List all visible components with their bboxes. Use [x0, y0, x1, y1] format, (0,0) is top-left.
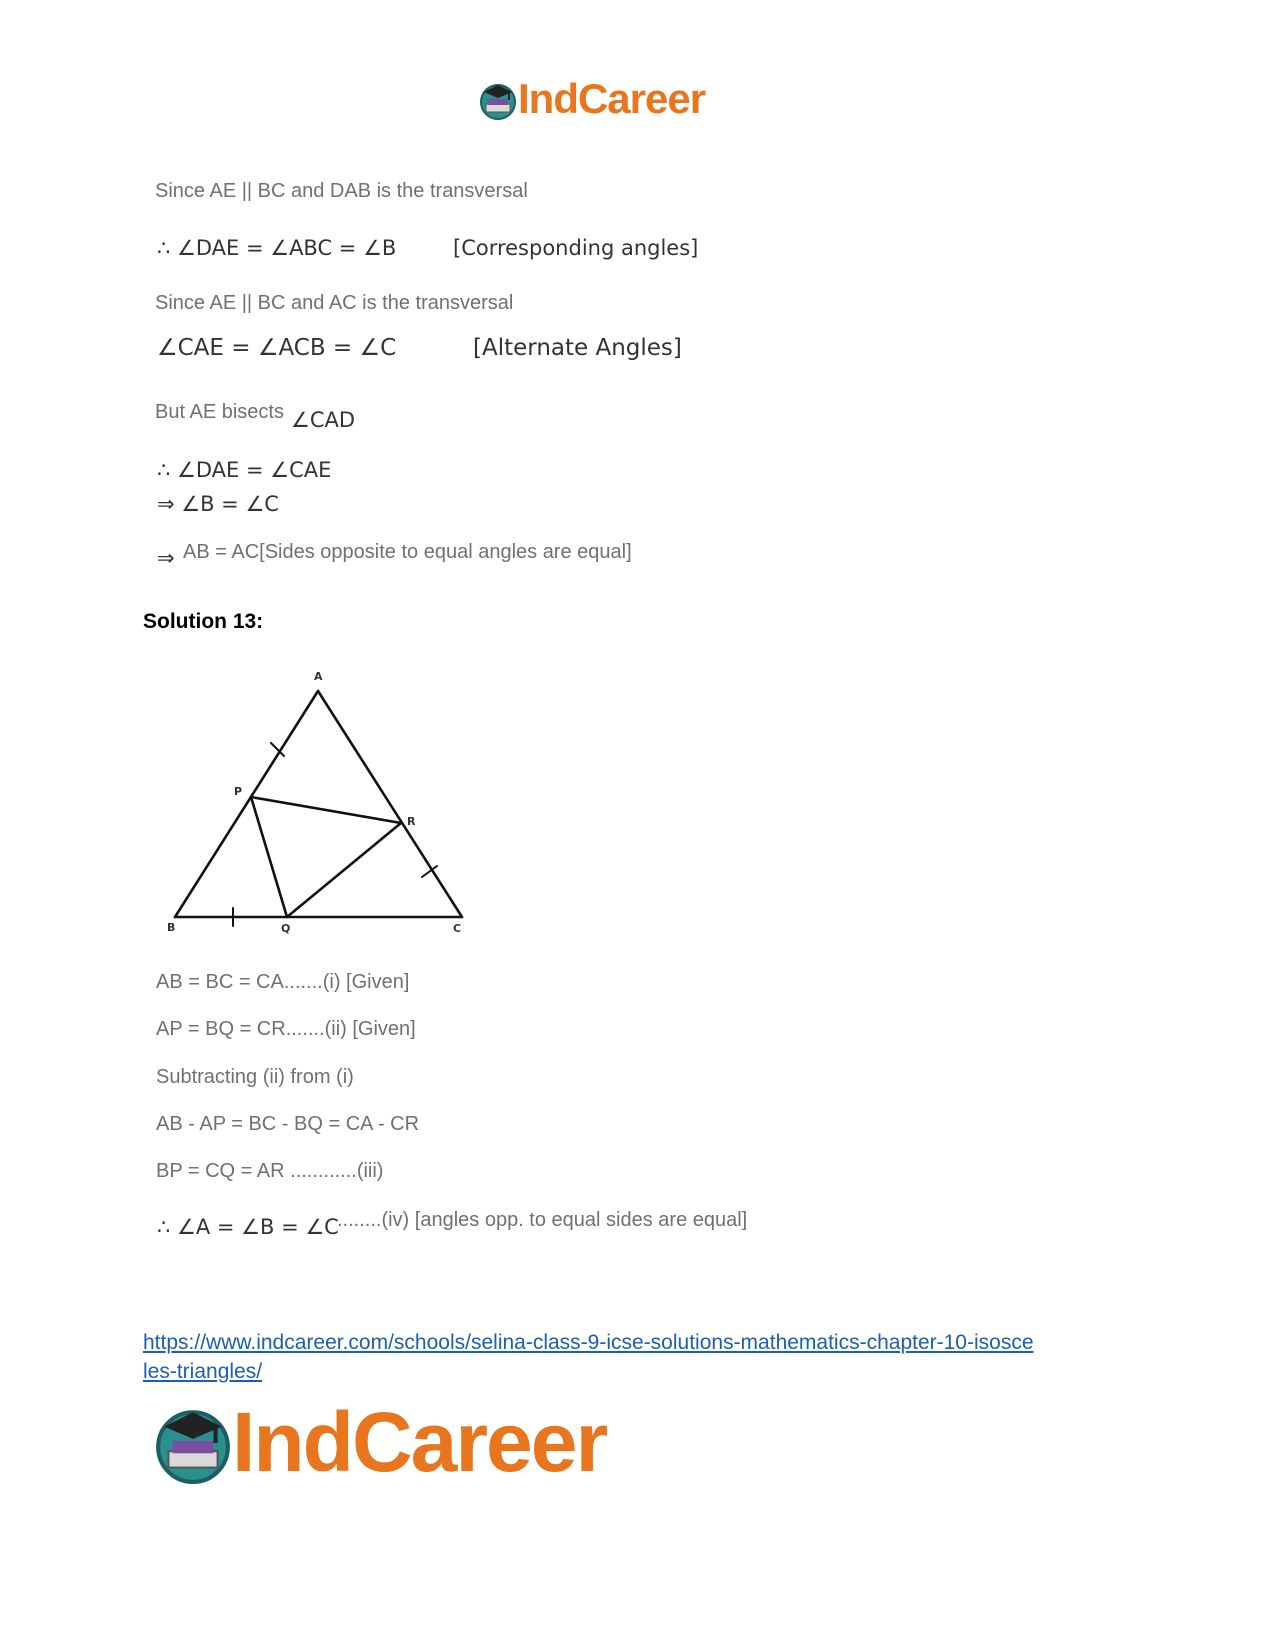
header-brand-text: IndCareer: [518, 75, 706, 122]
vertex-label-b: B: [167, 921, 176, 934]
footer-logo: [152, 1395, 672, 1489]
vertex-label-q: Q: [281, 922, 291, 935]
math-line: ⇒ ∠B = ∠C: [157, 492, 279, 516]
text-line: But AE bisects: [155, 401, 284, 423]
math-inline: ∠CAD: [291, 408, 356, 432]
text-line: AB = BC = CA.......(i) [Given]: [156, 971, 410, 993]
math-line: ∴ ∠A = ∠B = ∠C: [157, 1215, 339, 1239]
math-line: ∴ ∠DAE = ∠ABC = ∠B: [157, 236, 397, 260]
math-line: ∴ ∠DAE = ∠CAE: [157, 458, 332, 482]
segment-pr: [251, 797, 401, 823]
side-ac: [318, 691, 462, 917]
vertex-label-p: P: [234, 785, 243, 798]
triangle-figure: [155, 662, 475, 947]
reason-text: [Alternate Angles]: [473, 335, 682, 361]
segment-pq: [251, 797, 287, 917]
math-line: ∠CAE = ∠ACB = ∠C: [157, 335, 397, 361]
vertex-label-a: A: [314, 670, 323, 683]
segment-qr: [287, 823, 401, 917]
text-line: ........(iv) [angles opp. to equal sides are equal]: [337, 1209, 748, 1231]
text-line: Subtracting (ii) from (i): [156, 1066, 354, 1088]
text-line: AB = AC[Sides opposite to equal angles are equal]: [183, 541, 632, 563]
solution-heading: Solution 13:: [143, 610, 264, 633]
text-line: Since AE || BC and DAB is the transversal: [155, 180, 528, 202]
footer-brand-text: IndCareer: [232, 1395, 607, 1489]
vertex-label-c: C: [453, 922, 462, 935]
vertex-label-r: R: [407, 815, 416, 828]
source-url-link[interactable]: https://www.indcareer.com/schools/selina-class-9-icse-solutions-mathematics-chapter-10-isosce: [143, 1331, 1034, 1354]
reason-text: [Corresponding angles]: [453, 236, 699, 260]
text-line: AB - AP = BC - BQ = CA - CR: [156, 1113, 420, 1135]
implies-arrow: ⇒: [157, 546, 175, 570]
graduation-cap-globe-icon: [478, 80, 518, 120]
text-line: AP = BQ = CR.......(ii) [Given]: [156, 1018, 416, 1040]
text-line: BP = CQ = AR ............(iii): [156, 1160, 384, 1182]
source-url-link-continued[interactable]: les-triangles/: [143, 1360, 263, 1383]
graduation-cap-globe-icon: [152, 1402, 234, 1484]
text-line: Since AE || BC and AC is the transversal: [155, 292, 514, 314]
